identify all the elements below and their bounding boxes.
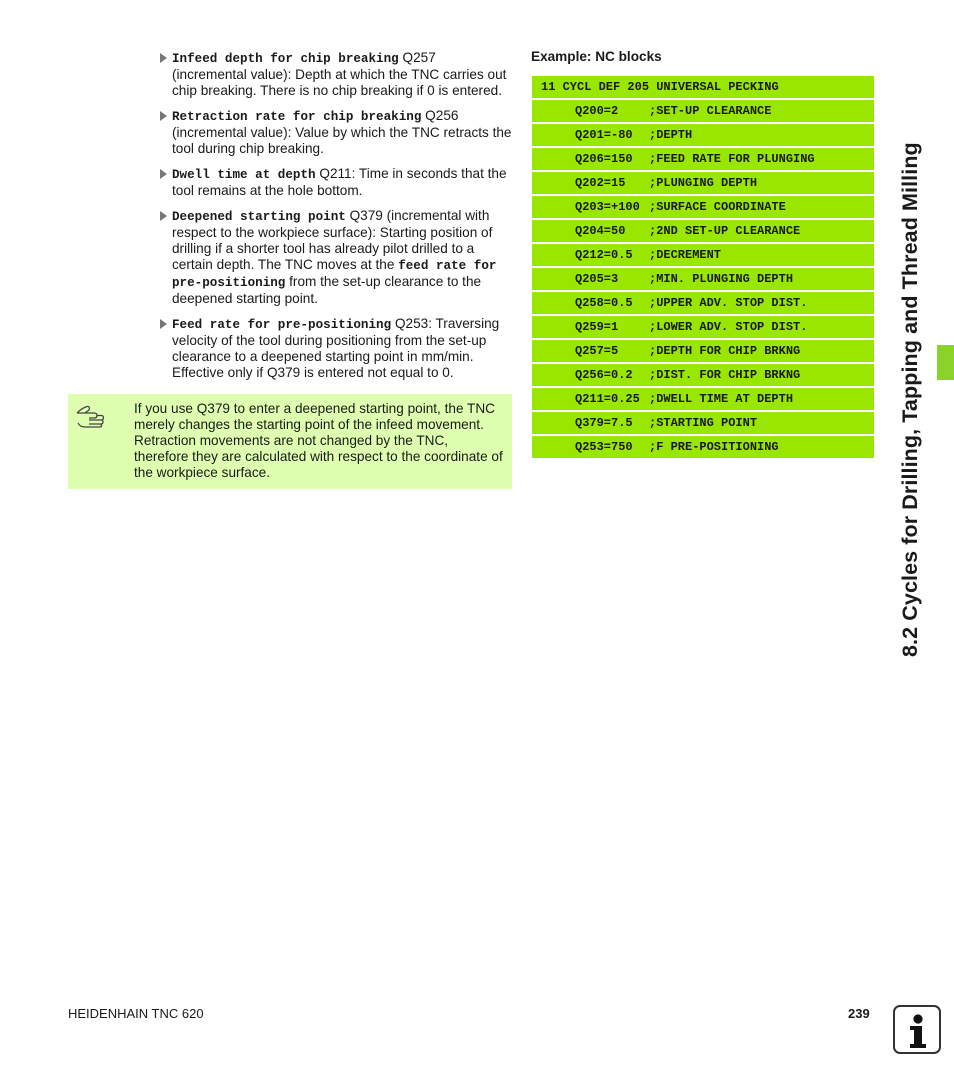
- nc-blocks: [532, 76, 874, 460]
- parameter-description: Q256 (incremental value): Value by which the TNC retracts the tool during chip breaking.: [172, 108, 512, 156]
- chapter-tab: [937, 345, 954, 380]
- parameter-keyword: feed rate for pre-positioning: [172, 259, 497, 290]
- nc-block-row: [532, 412, 874, 434]
- info-glyph: [895, 1007, 939, 1052]
- nc-parameter: Q212=0.5: [575, 248, 633, 262]
- parameter-list: [158, 50, 512, 390]
- parameter-item: [158, 208, 512, 307]
- nc-parameter: Q200=2: [575, 104, 619, 118]
- nc-block-row: [532, 100, 874, 122]
- example-heading: Example: NC blocks: [531, 49, 662, 64]
- nc-comment: ;MIN. PLUNGING DEPTH: [649, 272, 794, 286]
- nc-block-row: [532, 388, 874, 410]
- nc-parameter: Q201=-80: [575, 128, 633, 142]
- page-number: 239: [848, 1006, 870, 1021]
- nc-parameter: Q203=+100: [575, 200, 640, 214]
- nc-block-row: [532, 244, 874, 266]
- nc-comment: ;F PRE-POSITIONING: [649, 440, 779, 454]
- nc-parameter: Q204=50: [575, 224, 626, 238]
- nc-block-row: [532, 196, 874, 218]
- nc-block-row: [532, 364, 874, 386]
- parameter-keyword: Feed rate for pre-positioning: [172, 318, 392, 332]
- parameter-keyword: Deepened starting point: [172, 210, 346, 224]
- info-icon: [893, 1005, 941, 1054]
- nc-comment: ;DECREMENT: [649, 248, 722, 262]
- parameter-item: [158, 50, 512, 99]
- triangle-bullet-icon: [160, 53, 167, 63]
- nc-parameter: Q379=7.5: [575, 416, 633, 430]
- parameter-description: from the set-up clearance to the deepened starting point.: [172, 274, 482, 306]
- nc-parameter: Q205=3: [575, 272, 619, 286]
- nc-parameter: Q256=0.2: [575, 368, 633, 382]
- triangle-bullet-icon: [160, 111, 167, 121]
- parameter-description: Q379 (incremental with respect to the workpiece surface): Starting position of drilling if a shorter tool has already pilot drilled to a certain depth. The TNC moves at the: [172, 208, 493, 272]
- parameter-description: Q253: Traversing velocity of the tool during positioning from the set-up clearance to a deepened starting point in mm/min. Effective only if Q379 is entered not equal to 0.: [172, 316, 500, 380]
- nc-block-row: [532, 340, 874, 362]
- nc-block-row: [532, 316, 874, 338]
- nc-parameter: Q202=15: [575, 176, 626, 190]
- parameter-item: [158, 108, 512, 157]
- nc-comment: ;LOWER ADV. STOP DIST.: [649, 320, 808, 334]
- nc-block-row: [532, 436, 874, 458]
- nc-comment: ;DEPTH FOR CHIP BRKNG: [649, 344, 801, 358]
- nc-comment: ;2ND SET-UP CLEARANCE: [649, 224, 801, 238]
- nc-block-row: [532, 172, 874, 194]
- chapter-side-title: 8.2 Cycles for Drilling, Tapping and Thread Milling: [898, 142, 922, 657]
- footer-product: HEIDENHAIN TNC 620: [68, 1006, 204, 1021]
- triangle-bullet-icon: [160, 169, 167, 179]
- parameter-keyword: Retraction rate for chip breaking: [172, 110, 422, 124]
- nc-comment: ;SET-UP CLEARANCE: [649, 104, 772, 118]
- nc-block-row: [532, 148, 874, 170]
- nc-block-cycle-def: 11 CYCL DEF 205 UNIVERSAL PECKING: [532, 76, 874, 98]
- nc-comment: ;DIST. FOR CHIP BRKNG: [649, 368, 801, 382]
- nc-parameter: Q258=0.5: [575, 296, 633, 310]
- note-text: If you use Q379 to enter a deepened starting point, the TNC merely changes the starting point of the infeed movement. Retraction movements are not changed by the TNC, therefore they are calculated with respect to the coordinate of the workpiece surface.: [134, 401, 503, 480]
- nc-parameter: Q259=1: [575, 320, 619, 334]
- nc-comment: ;PLUNGING DEPTH: [649, 176, 758, 190]
- nc-comment: ;DWELL TIME AT DEPTH: [649, 392, 794, 406]
- parameter-keyword: Dwell time at depth: [172, 168, 316, 182]
- triangle-bullet-icon: [160, 211, 167, 221]
- nc-block-row: [532, 124, 874, 146]
- nc-comment: ;STARTING POINT: [649, 416, 758, 430]
- nc-comment: ;UPPER ADV. STOP DIST.: [649, 296, 808, 310]
- nc-block-row: [532, 268, 874, 290]
- nc-parameter: Q211=0.25: [575, 392, 640, 406]
- nc-comment: ;FEED RATE FOR PLUNGING: [649, 152, 815, 166]
- note-box: [68, 394, 512, 489]
- parameter-description: Q257 (incremental value): Depth at which the TNC carries out chip breaking. There is no chip breaking if 0 is entered.: [172, 50, 507, 98]
- parameter-description: Q211: Time in seconds that the tool remains at the hole bottom.: [172, 166, 507, 198]
- pointing-hand-icon: [76, 404, 108, 428]
- nc-parameter: Q257=5: [575, 344, 619, 358]
- nc-parameter: Q206=150: [575, 152, 633, 166]
- nc-parameter: Q253=750: [575, 440, 633, 454]
- parameter-keyword: Infeed depth for chip breaking: [172, 52, 399, 66]
- parameter-item: [158, 166, 512, 199]
- nc-comment: ;SURFACE COORDINATE: [649, 200, 786, 214]
- parameter-item: [158, 316, 512, 381]
- nc-block-row: [532, 220, 874, 242]
- nc-block-row: [532, 292, 874, 314]
- triangle-bullet-icon: [160, 319, 167, 329]
- nc-comment: ;DEPTH: [649, 128, 693, 142]
